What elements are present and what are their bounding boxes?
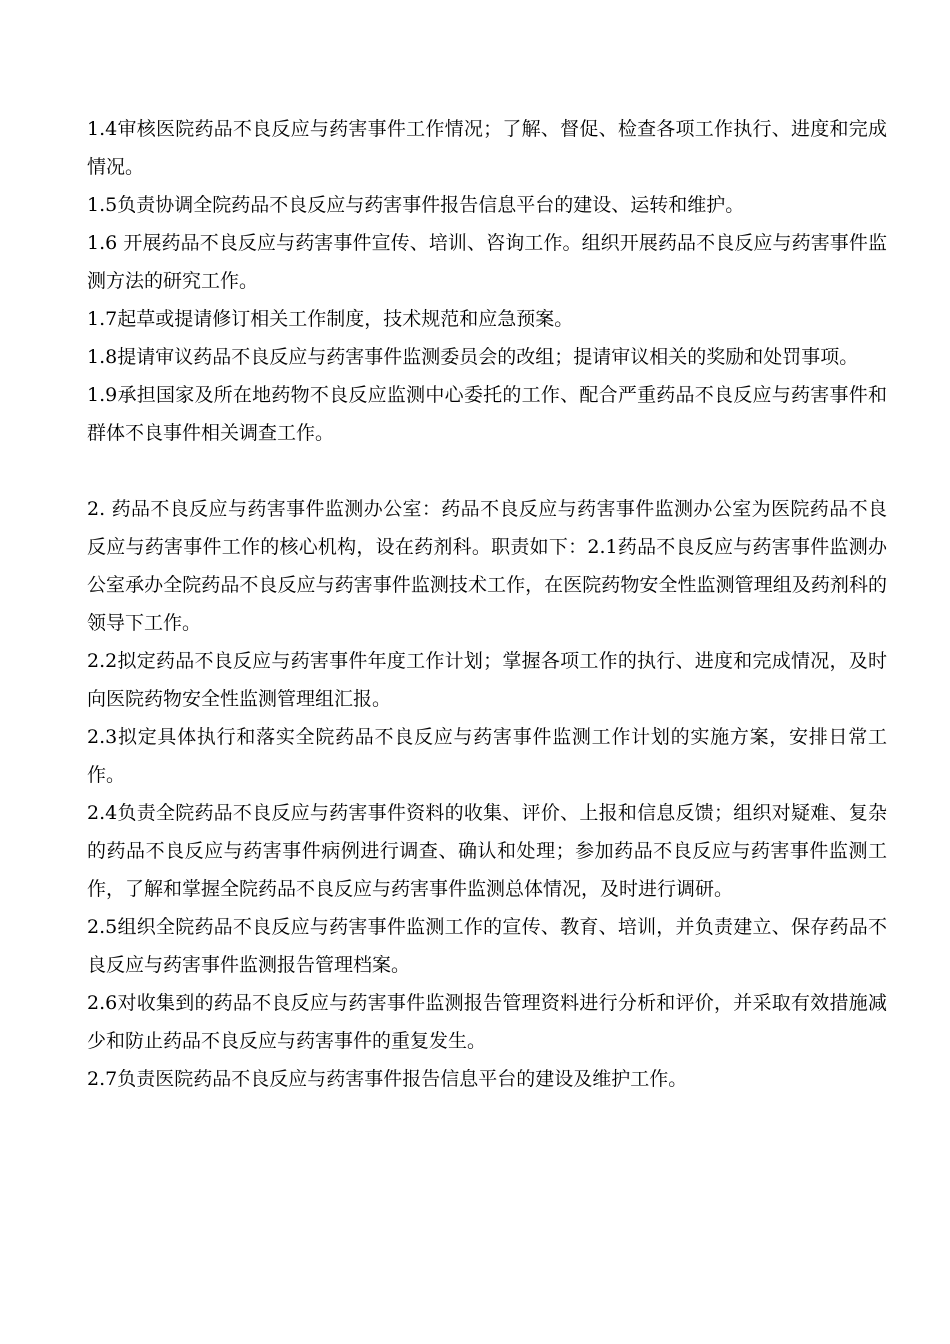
paragraph-2-office: 2. 药品不良反应与药害事件监测办公室：药品不良反应与药害事件监测办公室为医院药品不良反应与药害事件工作的核心机构，设在药剂科。职责如下：2.1药品不良反应与药害事件监测办公室承办全院药品不良反应与药害事件监测技术工作，在医院药物安全性监测管理组及药剂科的领导下工作。 xyxy=(87,498,887,634)
document-page xyxy=(87,110,887,1098)
paragraph-1-7: 1.7起草或提请修订相关工作制度，技术规范和应急预案。 xyxy=(87,308,574,330)
paragraph-1-5: 1.5负责协调全院药品不良反应与药害事件报告信息平台的建设、运转和维护。 xyxy=(87,194,745,216)
paragraph-2-2: 2.2拟定药品不良反应与药害事件年度工作计划；掌握各项工作的执行、进度和完成情况，及时向医院药物安全性监测管理组汇报。 xyxy=(87,650,887,710)
paragraph-2-7: 2.7负责医院药品不良反应与药害事件报告信息平台的建设及维护工作。 xyxy=(87,1068,688,1090)
paragraph-2-3: 2.3拟定具体执行和落实全院药品不良反应与药害事件监测工作计划的实施方案，安排日常工作。 xyxy=(87,726,887,786)
paragraph-1-8: 1.8提请审议药品不良反应与药害事件监测委员会的改组；提请审议相关的奖励和处罚事项。 xyxy=(87,346,859,368)
paragraph-1-4: 1.4审核医院药品不良反应与药害事件工作情况；了解、督促、检查各项工作执行、进度和完成情况。 xyxy=(87,118,887,178)
paragraph-2-6: 2.6对收集到的药品不良反应与药害事件监测报告管理资料进行分析和评价，并采取有效措施减少和防止药品不良反应与药害事件的重复发生。 xyxy=(87,992,887,1052)
paragraph-1-6: 1.6 开展药品不良反应与药害事件宣传、培训、咨询工作。组织开展药品不良反应与药害事件监测方法的研究工作。 xyxy=(87,232,887,292)
paragraph-1-9: 1.9承担国家及所在地药物不良反应监测中心委托的工作、配合严重药品不良反应与药害事件和群体不良事件相关调查工作。 xyxy=(87,384,887,444)
paragraph-2-4: 2.4负责全院药品不良反应与药害事件资料的收集、评价、上报和信息反馈；组织对疑难、复杂的药品不良反应与药害事件病例进行调查、确认和处理；参加药品不良反应与药害事件监测工作，了解和掌握全院药品不良反应与药害事件监测总体情况，及时进行调研。 xyxy=(87,802,887,900)
paragraph-2-5: 2.5组织全院药品不良反应与药害事件监测工作的宣传、教育、培训，并负责建立、保存药品不良反应与药害事件监测报告管理档案。 xyxy=(87,916,887,976)
